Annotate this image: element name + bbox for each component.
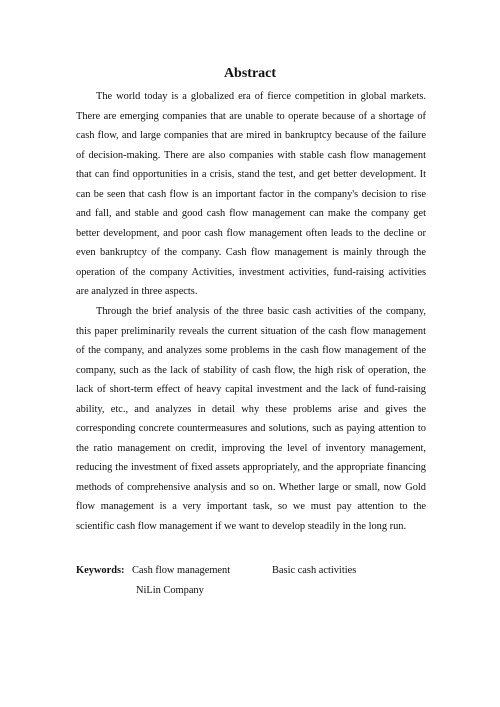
abstract-paragraph-2: Through the brief analysis of the three basic cash activities of the company, this paper preliminarily reveals the current situation of the cash flow management of the company, and analyzes some problems in the cash flow management of the company, such as the lack of stability of cash flow, the high risk of operation, the lack of short-term effect of heavy capital investment and the lack of fund-raising ability, etc., and analyzes in detail why these problems arise and gives the corresponding concrete countermeasures and solutions, such as paying attention to the ratio management on credit, improving the level of inventory management, reducing the investment of fixed assets appropriately, and the appropriate financing methods of comprehensive analysis and so on. Whether large or small, now Gold flow management is a very important task, so we must pay attention to the scientific cash flow management if we want to develop steadily in the long run. <box>76 306 426 532</box>
abstract-paragraph-1: The world today is a globalized era of fierce competition in global markets. There are emerging companies that are unable to operate because of a shortage of cash flow, and large companies that are mired in bankruptcy because of the failure of decision-making. There are also companies with stable cash flow management that can find opportunities in a crisis, stand the test, and get better development. It can be seen that cash flow is an important factor in the company's decision to rise and fall, and stable and good cash flow management can make the company get better development, and poor cash flow management often leads to the decline or even bankruptcy of the company. Cash flow management is mainly through the operation of the company Activities, investment activities, fund-raising activities are analyzed in three aspects. <box>76 91 426 297</box>
keyword-item: Cash flow management <box>132 565 231 576</box>
keyword-item: NiLin Company <box>136 585 204 596</box>
keywords-label: Keywords: <box>76 565 125 576</box>
abstract-title: Abstract <box>223 66 277 81</box>
keyword-item: Basic cash activities <box>272 565 357 576</box>
